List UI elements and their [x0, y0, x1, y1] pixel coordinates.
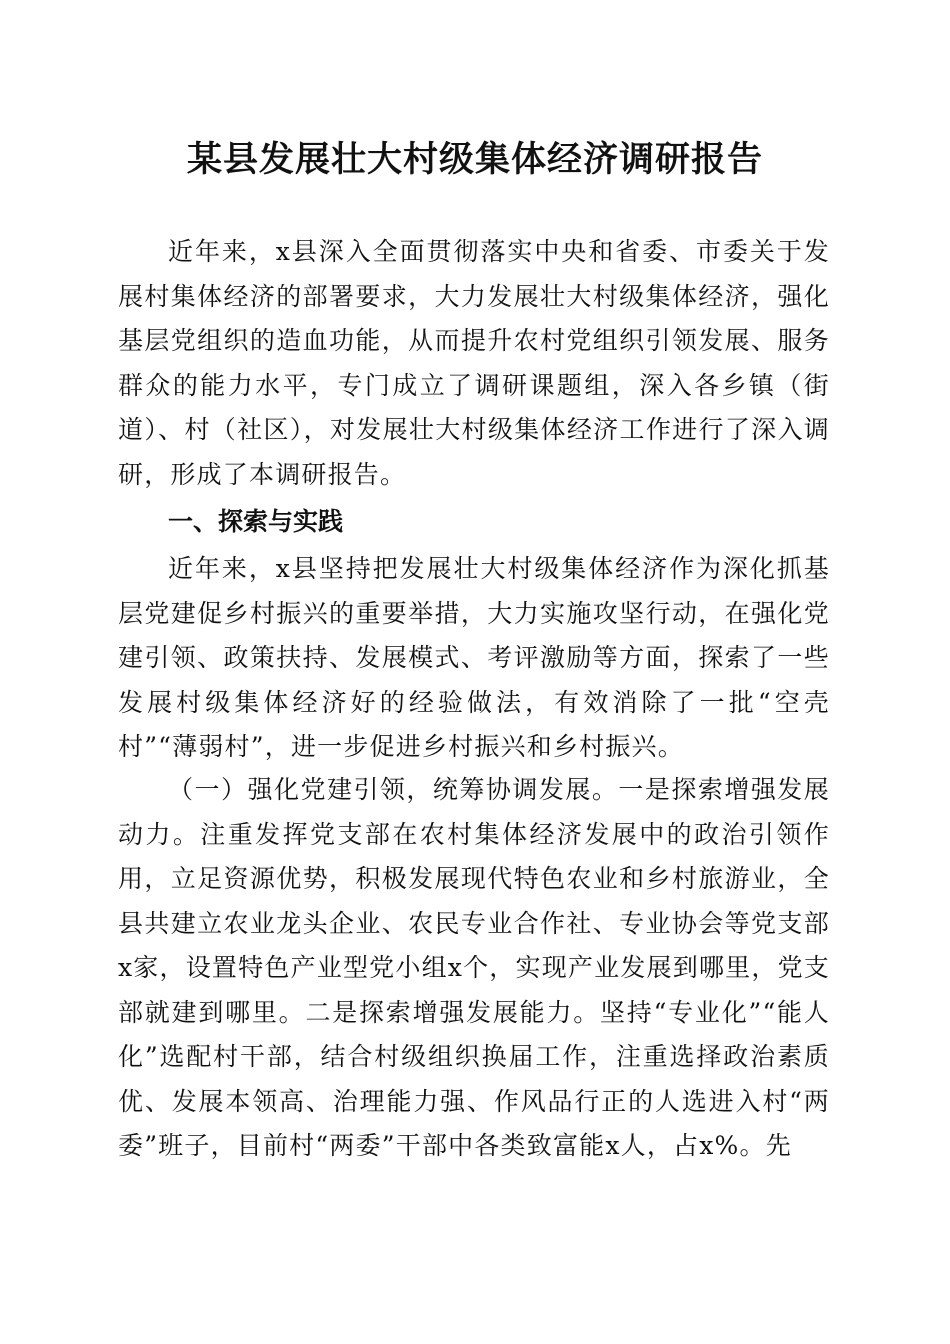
section-1-body: [118, 547, 830, 770]
subsection-1-body: [118, 768, 830, 1169]
section-1-heading-block: [118, 500, 830, 545]
intro-paragraph: 近年来，x县深入全面贯彻落实中央和省委、市委关于发展村集体经济的部署要求，大力发展壮大村级集体经济，强化基层党组织的造血功能，从而提升农村党组织引领发展、服务群众的能力水平，专门成立了调研课题组，深入各乡镇（街道）、村（社区），对发展壮大村级集体经济工作进行了深入调研，形成了本调研报告。: [118, 237, 830, 489]
subsection-paragraph: [118, 768, 830, 1169]
section-heading: 一、探索与实践: [168, 507, 344, 536]
subsection-text: 一是探索增强发展动力。注重发挥党支部在农村集体经济发展中的政治引领作用，立足资源优势，积极发展现代特色农业和乡村旅游业，全县共建立农业龙头企业、农民专业合作社、专业协会等党支部x家，设置特色产业型党小组x个，实现产业发展到哪里，党支部就建到哪里。二是探索增强发展能力。坚持“专业化”“能人化”选配村干部，结合村级组织换届工作，注重选择政治素质优、发展本领高、治理能力强、作风品行正的人选进入村“两委”班子，目前村“两委”干部中各类致富能x人，占x%。先: [118, 775, 830, 1160]
intro-section: [118, 230, 830, 497]
subsection-lead: （一）强化党建引领，统筹协调发展。: [168, 775, 619, 804]
section-paragraph: 近年来，x县坚持把发展壮大村级集体经济作为深化抓基层党建促乡村振兴的重要举措，大力实施攻坚行动，在强化党建引领、政策扶持、发展模式、考评激励等方面，探索了一些发展村级集体经济好的经验做法，有效消除了一批“空壳村”“薄弱村”，进一步促进乡村振兴和乡村振兴。: [118, 554, 830, 761]
document-title: 某县发展壮大村级集体经济调研报告: [186, 139, 763, 180]
